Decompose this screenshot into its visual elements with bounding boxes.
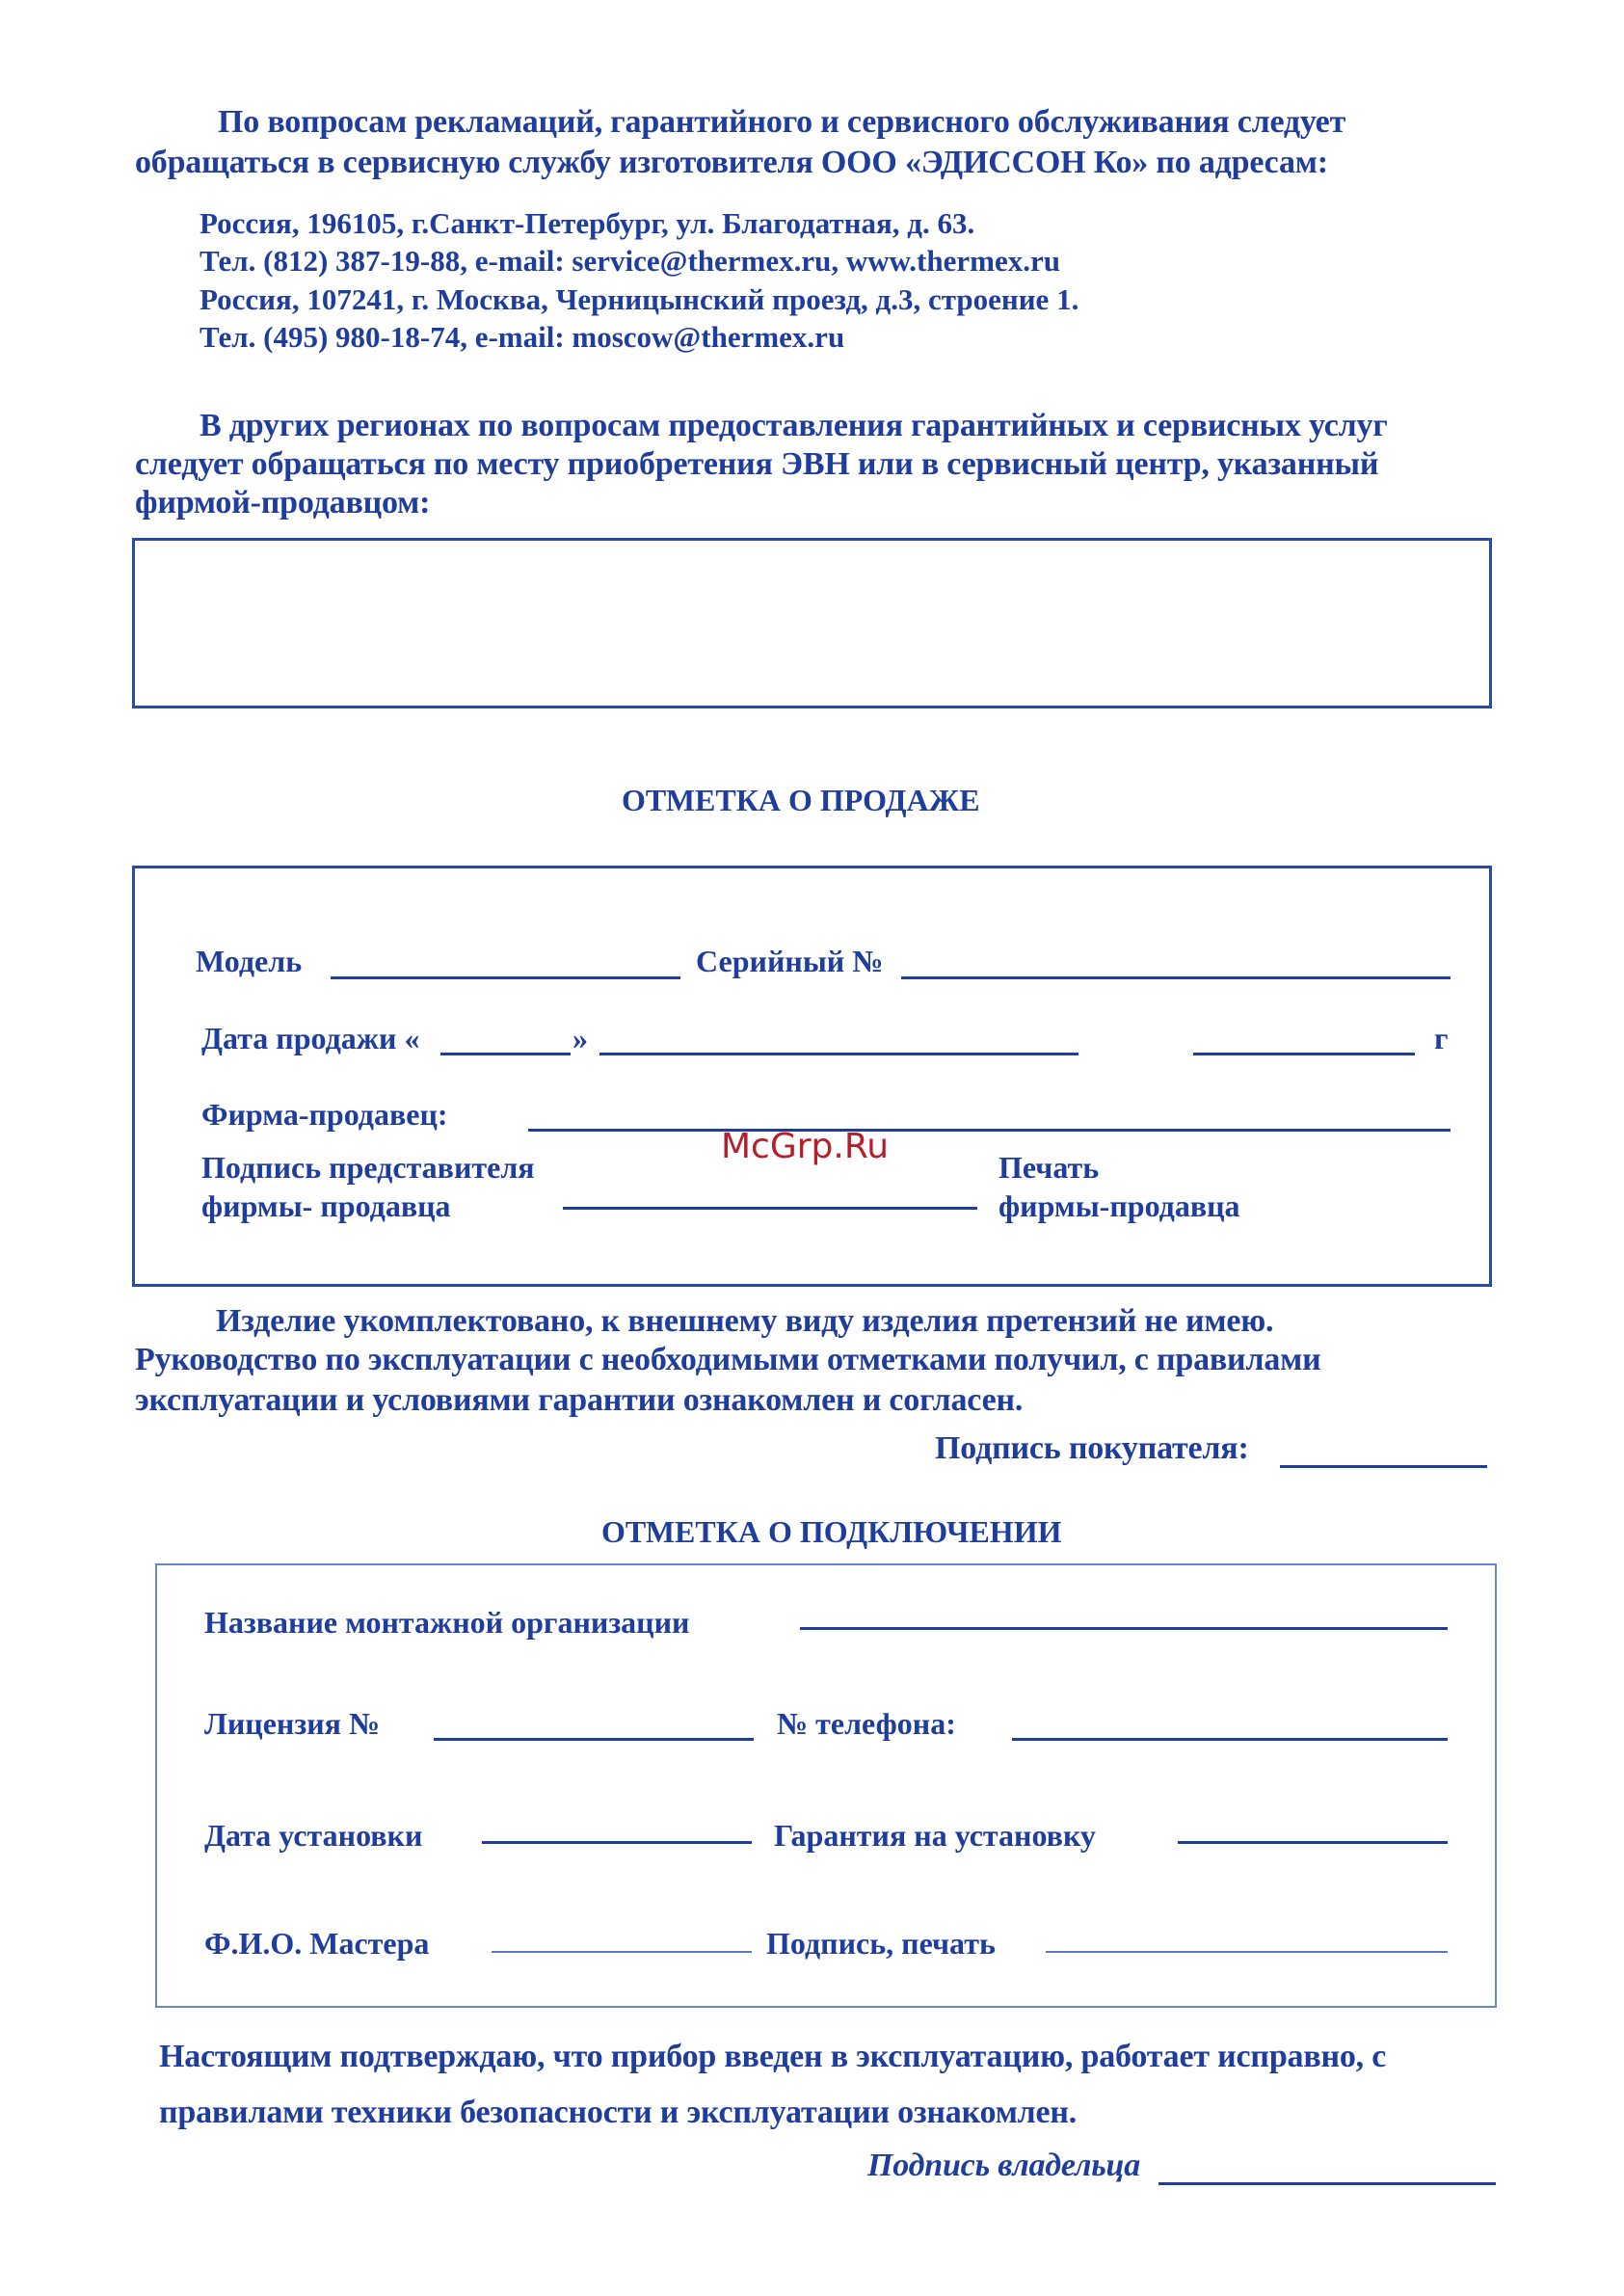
stamp-label-2: фирмы-продавца (998, 1188, 1240, 1223)
connection-heading: ОТМЕТКА О ПОДКЛЮЧЕНИИ (601, 1514, 1062, 1549)
seller-signature-field[interactable] (563, 1207, 977, 1210)
master-label: Ф.И.О. Мастера (204, 1926, 430, 1961)
seller-label: Фирма-продавец: (201, 1097, 448, 1132)
org-field[interactable] (800, 1627, 1448, 1630)
regions-line-3: фирмой-продавцом: (135, 485, 431, 521)
sale-heading: ОТМЕТКА О ПРОДАЖЕ (622, 783, 980, 817)
intro-line-2: обращаться в сервисную службу изготовителя ООО «ЭДИССОН Ко» по адресам: (135, 145, 1328, 180)
address-moscow: Россия, 107241, г. Москва, Черницынский проезд, д.3, строение 1. (200, 282, 1079, 316)
org-label: Название монтажной организации (204, 1605, 690, 1640)
address-spb: Россия, 196105, г.Санкт-Петербург, ул. Благодатная, д. 63. (200, 206, 975, 240)
year-label: г (1434, 1021, 1449, 1055)
owner-signature-field[interactable] (1158, 2182, 1496, 2185)
regions-line-1: В других регионах по вопросам предоставления гарантийных и сервисных услуг (200, 408, 1388, 443)
service-center-box[interactable] (132, 538, 1492, 708)
agreement-line-3: эксплуатации и условиями гарантии ознакомлен и согласен. (135, 1382, 1024, 1418)
stamp-label-1: Печать (998, 1150, 1100, 1185)
owner-signature-label: Подпись владельца (867, 2148, 1141, 2183)
buyer-signature-field[interactable] (1280, 1465, 1487, 1468)
sign-stamp-field[interactable] (1046, 1951, 1448, 1953)
phone-label: № телефона: (777, 1706, 956, 1741)
install-date-field[interactable] (482, 1841, 752, 1844)
install-warranty-label: Гарантия на установку (774, 1818, 1096, 1853)
install-warranty-field[interactable] (1178, 1841, 1448, 1844)
sale-date-label: Дата продажи « (201, 1021, 420, 1055)
sale-month-field[interactable] (599, 1053, 1078, 1055)
serial-label: Серийный № (696, 944, 884, 978)
model-field[interactable] (331, 976, 680, 979)
sale-date-close: » (572, 1021, 588, 1055)
serial-field[interactable] (901, 976, 1451, 979)
phone-field[interactable] (1012, 1738, 1448, 1741)
license-label: Лицензия № (204, 1706, 381, 1741)
seller-signature-label-1: Подпись представителя (201, 1150, 535, 1185)
watermark-logo: McGrp.Ru (721, 1127, 890, 1166)
model-label: Модель (196, 944, 303, 978)
agreement-line-2: Руководство по эксплуатации с необходимыми отметками получил, с правилами (135, 1342, 1321, 1377)
confirmation-line-2: правилами техники безопасности и эксплуатации ознакомлен. (159, 2095, 1078, 2130)
phone-spb: Тел. (812) 387-19-88, e-mail: service@thermex.ru, www.thermex.ru (200, 244, 1060, 278)
sign-stamp-label: Подпись, печать (766, 1926, 996, 1961)
seller-field[interactable] (528, 1129, 1451, 1132)
seller-signature-label-2: фирмы- продавца (201, 1188, 451, 1223)
master-field[interactable] (492, 1951, 752, 1953)
regions-line-2: следует обращаться по месту приобретения ЭВН или в сервисный центр, указанный (135, 446, 1379, 482)
agreement-line-1: Изделие укомплектовано, к внешнему виду изделия претензий не имею. (216, 1303, 1274, 1339)
buyer-signature-label: Подпись покупателя: (935, 1430, 1249, 1466)
intro-line-1: По вопросам рекламаций, гарантийного и сервисного обслуживания следует (218, 104, 1346, 140)
sale-day-field[interactable] (440, 1053, 571, 1055)
install-date-label: Дата установки (204, 1818, 423, 1853)
phone-moscow: Тел. (495) 980-18-74, e-mail: moscow@thermex.ru (200, 320, 845, 354)
confirmation-line-1: Настоящим подтверждаю, что прибор введен в эксплуатацию, работает исправно, с (159, 2039, 1387, 2074)
sale-year-field[interactable] (1193, 1053, 1415, 1055)
license-field[interactable] (434, 1738, 754, 1741)
